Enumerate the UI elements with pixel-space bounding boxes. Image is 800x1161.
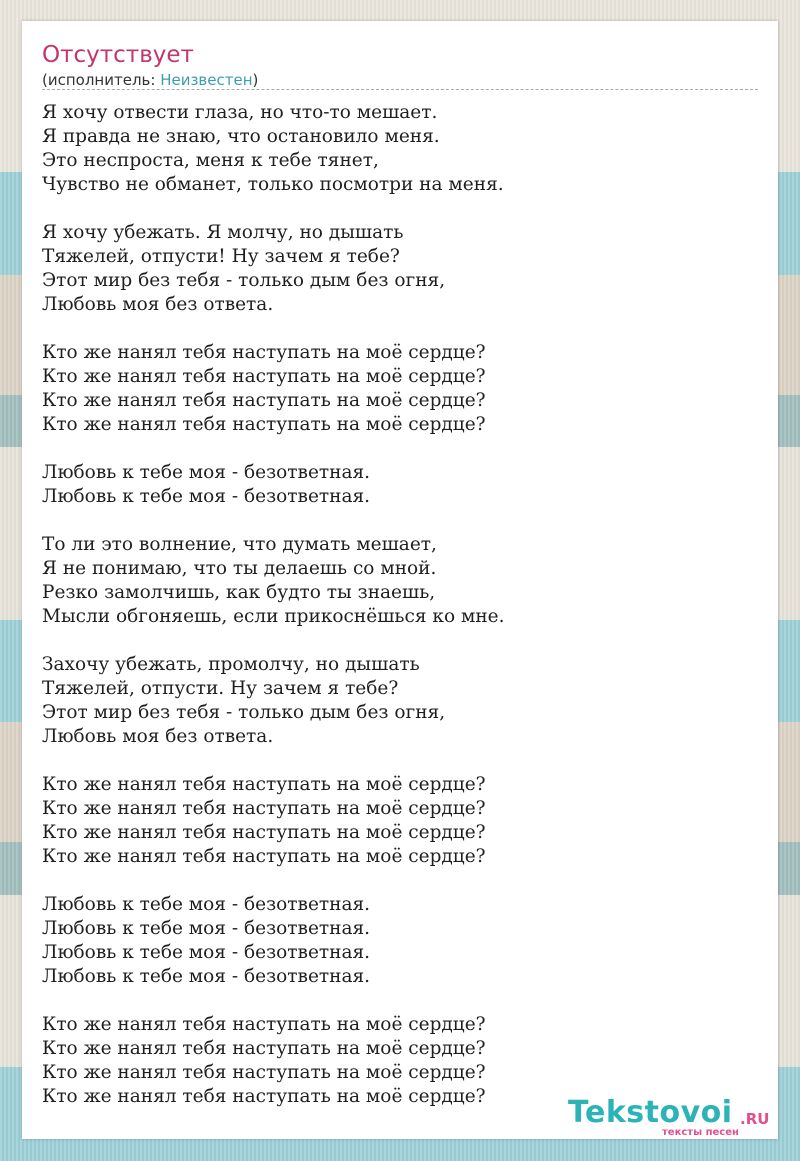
lyric-line: Чувство не обманет, только посмотри на меня. (42, 174, 504, 195)
lyric-line: Кто же нанял тебя наступать на моё сердце? (42, 366, 486, 387)
lyric-line: Захочу убежать, промолчу, но дышать (42, 654, 420, 675)
stanza-break (42, 197, 758, 221)
artist-link[interactable]: Неизвестен (160, 71, 253, 89)
stanza-break (42, 437, 758, 461)
lyric-line: Любовь к тебе моя - безответная. (42, 462, 371, 483)
artist-line (42, 70, 258, 90)
lyric-line: Это неспроста, меня к тебе тянет, (42, 150, 379, 171)
lyric-line: Я не понимаю, что ты делаешь со мной. (42, 558, 437, 579)
lyric-line: Я хочу убежать. Я молчу, но дышать (42, 222, 404, 243)
song-title: Отсутствует (42, 42, 194, 68)
lyric-line: Кто же нанял тебя наступать на моё сердце? (42, 1086, 486, 1107)
lyric-line: Любовь к тебе моя - безответная. (42, 918, 371, 939)
artist-prefix: (исполнитель: (42, 71, 161, 89)
lyric-line: Любовь к тебе моя - безответная. (42, 894, 371, 915)
lyric-line: Кто же нанял тебя наступать на моё сердце? (42, 774, 486, 795)
stanza-break (42, 509, 758, 533)
lyric-line: Любовь к тебе моя - безответная. (42, 486, 371, 507)
site-watermark (568, 1094, 788, 1144)
lyrics-text (42, 101, 758, 1109)
lyric-line: Кто же нанял тебя наступать на моё сердце? (42, 1062, 486, 1083)
watermark-brand: Tekstovoi (568, 1095, 733, 1130)
lyric-line: Кто же нанял тебя наступать на моё сердце? (42, 1014, 486, 1035)
lyric-line: Кто же нанял тебя наступать на моё сердце? (42, 414, 486, 435)
watermark-tld: .RU (740, 1110, 770, 1128)
stanza-break (42, 317, 758, 341)
lyric-line: Я правда не знаю, что остановило меня. (42, 126, 440, 147)
stanza-break (42, 869, 758, 893)
lyric-line: Тяжелей, отпусти. Ну зачем я тебе? (42, 678, 399, 699)
lyric-line: Кто же нанял тебя наступать на моё сердце? (42, 1038, 486, 1059)
lyric-line: Резко замолчишь, как будто ты знаешь, (42, 582, 436, 603)
watermark-tagline: тексты песен (662, 1127, 739, 1138)
lyric-line: Тяжелей, отпусти! Ну зачем я тебе? (42, 246, 400, 267)
lyric-line: Любовь моя без ответа. (42, 726, 274, 747)
title-divider (42, 89, 758, 90)
lyric-line: Мысли обгоняешь, если прикоснёшься ко мне. (42, 606, 505, 627)
lyric-line: Любовь к тебе моя - безответная. (42, 942, 371, 963)
lyric-line: Кто же нанял тебя наступать на моё сердце? (42, 846, 486, 867)
artist-suffix: ) (252, 71, 259, 89)
lyric-line: То ли это волнение, что думать мешает, (42, 534, 437, 555)
lyric-line: Кто же нанял тебя наступать на моё сердце? (42, 798, 486, 819)
lyric-line: Кто же нанял тебя наступать на моё сердце? (42, 390, 486, 411)
lyric-line: Кто же нанял тебя наступать на моё сердце? (42, 822, 486, 843)
lyric-line: Я хочу отвести глаза, но что-то мешает. (42, 102, 438, 123)
lyric-line: Любовь моя без ответа. (42, 294, 274, 315)
stanza-break (42, 629, 758, 653)
lyric-line: Этот мир без тебя - только дым без огня, (42, 702, 446, 723)
stanza-break (42, 749, 758, 773)
lyric-line: Этот мир без тебя - только дым без огня, (42, 270, 446, 291)
lyric-line: Кто же нанял тебя наступать на моё сердце? (42, 342, 486, 363)
lyric-line: Любовь к тебе моя - безответная. (42, 966, 371, 987)
stanza-break (42, 989, 758, 1013)
lyrics-card (22, 21, 778, 1139)
